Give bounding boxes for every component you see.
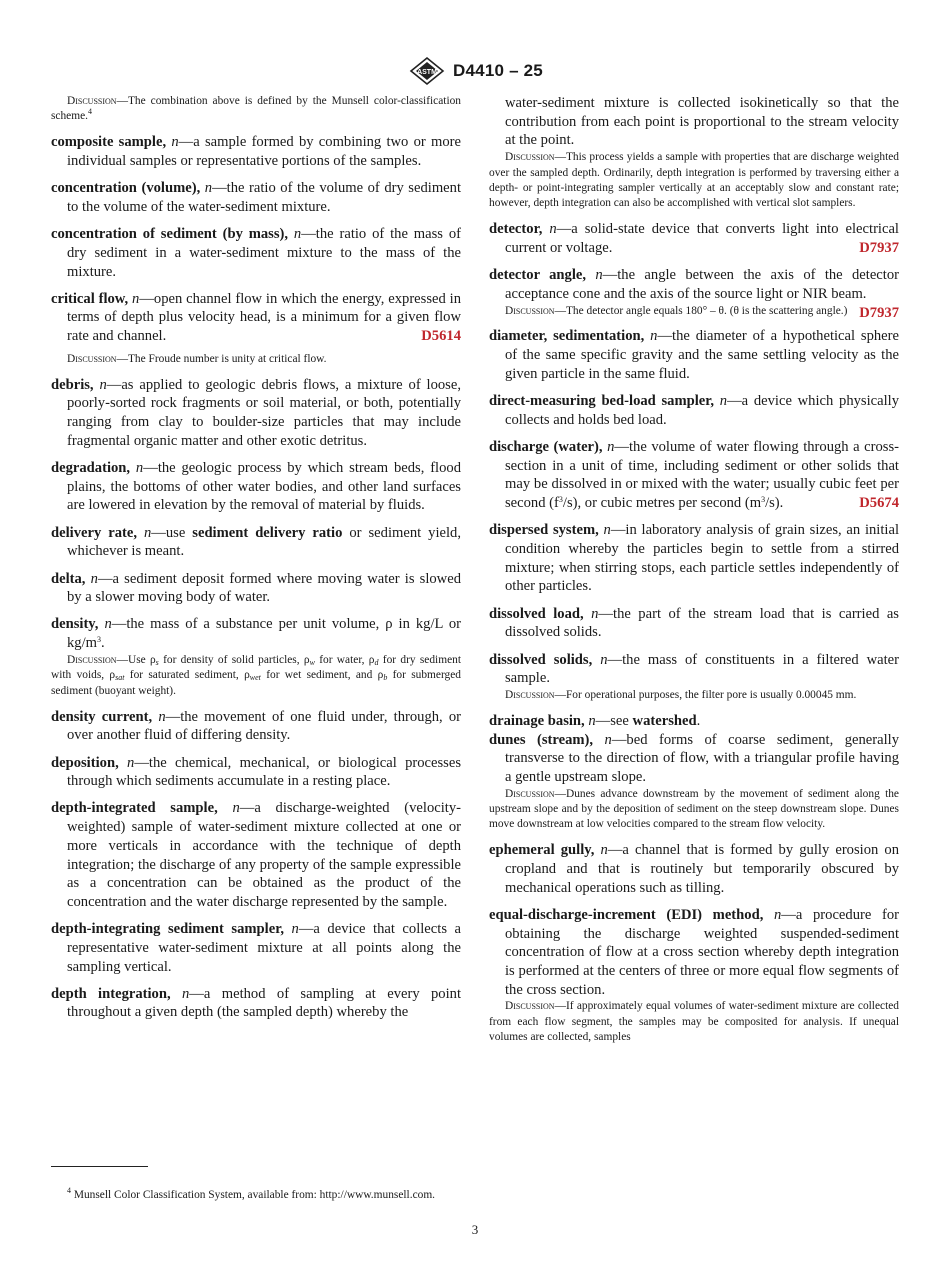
svg-text:ASTM: ASTM: [417, 69, 437, 76]
term: equal-discharge-increment (EDI) method,: [489, 906, 764, 923]
cross-reference-term: watershed: [632, 712, 697, 729]
term: concentration of sediment (by mass),: [51, 226, 289, 243]
definition-entry: concentration (volume), n—the ratio of the volume of dry sediment to the volume of the water-sediment mixture.: [51, 180, 461, 215]
term: direct-measuring bed-load sampler,: [489, 393, 715, 410]
term: depth-integrating sediment sampler,: [51, 921, 284, 938]
discussion-note: Discussion—Use $\rho_s$ for density of solid particles, $\rho_w$ for water, $\rho_d$ for dry sediment with voids, $\rho_{sat}$ for saturated sediment, $\rho_{wet}$ for wet sediment, and $\rho_b$ for submerged sediment (buoyant weight).: [51, 653, 462, 697]
page-header: [0, 56, 950, 86]
term: composite sample,: [51, 134, 167, 151]
discussion-note: Discussion—For operational purposes, the filter pore is usually 0.00045 mm.: [505, 688, 857, 701]
definition-entry: drainage basin, n—see watershed.: [489, 712, 701, 729]
definition-entry: ephemeral gully, n—a channel that is formed by gully erosion on cropland and that is routinely but temporarily obscured by mechanical operations such as tilling.: [489, 842, 899, 896]
term: concentration (volume),: [51, 180, 201, 197]
term: dissolved solids,: [489, 651, 593, 668]
term: depth-integrated sample,: [51, 800, 218, 817]
definition-entry: depth-integrating sediment sampler, n—a device that collects a representative water-sediment mixture at all points along the sampling vertical.: [51, 921, 461, 975]
definition-entry: concentration of sediment (by mass), n—the ratio of the mass of dry sediment in a water-sediment mixture to the mass of the mixture.: [51, 226, 461, 280]
definition-continuation: water-sediment mixture is collected isokinetically so that the contribution from each point is proportional to the stream velocity at the point.: [505, 95, 899, 149]
definition-entry: diameter, sedimentation, n—the diameter of a hypothetical sphere of the same specific gravity and the same settling velocity as the given particle in the same fluid.: [489, 328, 899, 382]
term: delta,: [51, 570, 86, 587]
definition-entry: equal-discharge-increment (EDI) method, n—a procedure for obtaining the discharge weighted suspended-sediment concentration of flow at a cross section whereby depth integration is performed at the centers of three or more equal flow segments of the cross section.: [489, 906, 899, 998]
definition-entry: density current, n—the movement of one fluid under, through, or over another fluid of differing density.: [51, 708, 461, 744]
term: debris,: [51, 376, 94, 393]
definition-entry: depth-integrated sample, n—a discharge-weighted (velocity-weighted) sample of water-sediment mixture collected at one or more verticals in accordance with the technique of depth integration; the discharge of any property of the sample expressible as a concentration can be obtained as the product of the concentration and the water discharge represented by the sample.: [51, 800, 461, 910]
discussion-note: Discussion—The Froude number is unity at critical flow.: [67, 352, 327, 365]
definition-entry: composite sample, n—a sample formed by combining two or more individual samples or representative portions of the samples.: [51, 134, 461, 170]
term: drainage basin,: [489, 712, 585, 729]
definition-entry: debris, n—as applied to geologic debris flows, a mixture of loose, poorly-sorted rock fragments or soil material, or both, potentially ranging from clay to boulder-size particles that may include fragmental organic matter and other exotic detritus.: [51, 376, 461, 449]
standard-reference: D5614: [421, 328, 461, 345]
term: dissolved load,: [489, 605, 584, 622]
definition-entry: delta, n—a sediment deposit formed where moving water is slowed by a slower moving body of water.: [51, 570, 461, 606]
discussion-note: Discussion—This process yields a sample with properties that are discharge weighted over the sampled depth. Ordinarily, depth integration is performed by traversing either a depth- or point-integrating sampler vertically at an acceptably slow and constant rate; however, depth integration can also be accomplished with vertical slot samplers.: [489, 151, 899, 210]
term: density current,: [51, 708, 153, 725]
astm-logo-icon: [407, 56, 447, 86]
term: detector angle,: [489, 267, 587, 284]
discussion-note: Discussion—The combination above is defined by the Munsell color-classification scheme.$^4$: [51, 95, 461, 123]
standard-reference: D7937: [859, 239, 899, 256]
discussion-note: Discussion—The detector angle equals 180° – θ. (θ is the scattering angle.): [505, 304, 848, 317]
document-designation: D4410 – 25: [453, 61, 543, 80]
term: diameter, sedimentation,: [489, 328, 645, 345]
left-column: [51, 94, 461, 1031]
page-number: 3: [471, 1222, 479, 1237]
term: detector,: [489, 221, 543, 238]
footnote-divider: [51, 1166, 148, 1167]
term: deposition,: [51, 754, 119, 771]
definition-entry: critical flow, n—open channel flow in which the energy, expressed in terms of depth plus velocity head, is a minimum for a given flow rate and channel. D5614: [51, 290, 461, 345]
term: critical flow,: [51, 290, 129, 307]
discussion-note: Discussion—If approximately equal volumes of water-sediment mixture are collected from each flow segment, the samples may be composited for analysis. If unequal volumes are collected, samples: [489, 1000, 899, 1044]
term: delivery rate,: [51, 524, 137, 541]
definition-entry: degradation, n—the geologic process by which stream beds, flood plains, the bottoms of other water bodies, and other land surfaces are lowered in elevation by the removal of material by fluids.: [51, 460, 461, 514]
definition-entry: delivery rate, n—use sediment delivery ratio or sediment yield, whichever is meant.: [51, 524, 461, 560]
term: density,: [51, 616, 99, 633]
definition-entry: detector, n—a solid-state device that converts light into electrical current or voltage. D7937: [489, 221, 899, 256]
definition-entry: dissolved load, n—the part of the stream load that is carried as dissolved solids.: [489, 605, 899, 641]
definition-entry: dissolved solids, n—the mass of constituents in a filtered water sample.: [489, 651, 899, 687]
definition-entry: depth integration, n—a method of sampling at every point throughout a given depth (the sampled depth) whereby the: [51, 985, 461, 1021]
definition-entry: dispersed system, n—in laboratory analysis of grain sizes, an initial condition whereby the particles begin to settle from a stirred mixture; when stirring stops, each particle settles independently of other particles.: [489, 522, 899, 595]
standard-reference: D7937: [859, 304, 899, 321]
term: degradation,: [51, 460, 131, 477]
term: dispersed system,: [489, 522, 599, 539]
definition-entry: density, n—the mass of a substance per unit volume, ρ in kg/L or $kg/m^3$.: [51, 616, 461, 652]
cross-reference-term: sediment delivery ratio: [192, 524, 343, 541]
definition-entry: direct-measuring bed-load sampler, n—a device which physically collects and holds bed load.: [489, 393, 900, 428]
definition-entry: detector angle, n—the angle between the axis of the detector acceptance cone and the axis of the source light or NIR beam. D7937: [489, 267, 899, 321]
discussion-note: Discussion—Dunes advance downstream by the movement of sediment along the upstream slope and by the deposition of sediment on the steep downstream slope. Dunes move downstream at low velocities compared to the stream flow velocity.: [489, 787, 899, 831]
standard-reference: D5674: [859, 495, 899, 512]
definition-entry: dunes (stream), n—bed forms of coarse sediment, generally transverse to the direction of flow, with a triangular profile having a gentle upstream slope.: [489, 731, 899, 785]
right-column: [489, 94, 899, 1054]
definition-entry: discharge (water), n—the volume of water flowing through a cross-section in a unit of time, including sediment or other solids that may be dissolved in or mixed with the water; usually cubic feet per second $(f^3/s)$, or cubic metres per second $(m^3/s)$. D5674: [489, 438, 899, 512]
term: dunes (stream),: [489, 731, 594, 748]
term: depth integration,: [51, 985, 171, 1002]
footnote: $^4$ Munsell Color Classification System, available from: http://www.munsell.com.: [67, 1186, 436, 1202]
term: ephemeral gully,: [489, 842, 595, 859]
term: discharge (water),: [489, 438, 603, 455]
definition-entry: deposition, n—the chemical, mechanical, or biological processes through which sediments accumulate in a resting place.: [51, 754, 462, 790]
